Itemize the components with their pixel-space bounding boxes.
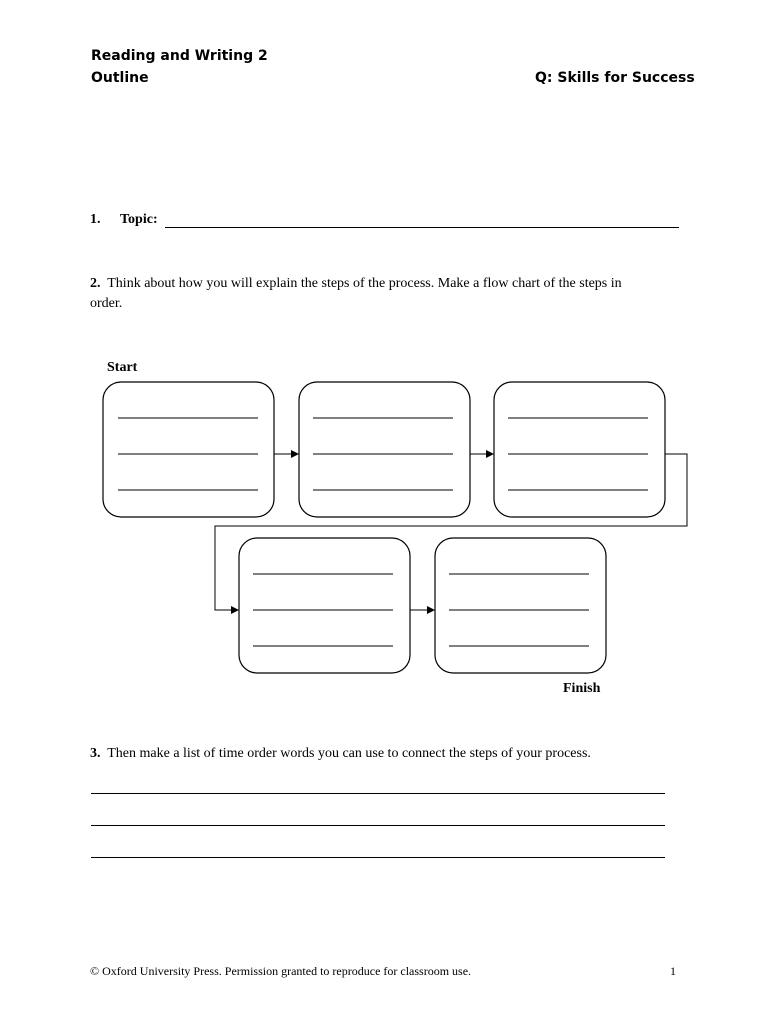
flow-start-label: Start (107, 360, 138, 375)
flow-finish-label: Finish (563, 681, 601, 696)
question-2-text: Think about how you will explain the steps of the process. Make a flow chart of the steps in (107, 276, 622, 291)
course-title: Reading and Writing 2 (91, 48, 268, 64)
footer-copyright: © Oxford University Press. Permission granted to reproduce for classroom use. (90, 964, 472, 978)
flow-box-2 (299, 382, 470, 517)
answer-line-3[interactable] (91, 857, 665, 858)
flow-box-1 (103, 382, 274, 517)
series-title: Q: Skills for Success (535, 70, 695, 86)
question-2-text-cont: order. (90, 296, 123, 311)
topic-label: Topic: (120, 212, 158, 227)
question-3 (90, 746, 591, 762)
answer-line-2[interactable] (91, 825, 665, 826)
flow-box-5 (435, 538, 606, 673)
question-3-number: 3. (90, 746, 101, 761)
answer-line-1[interactable] (91, 793, 665, 794)
document-type: Outline (91, 70, 149, 86)
flow-arrow-3-4 (215, 454, 687, 610)
page-number: 1 (670, 964, 676, 978)
question-3-text: Then make a list of time order words you can use to connect the steps of your process. (107, 746, 591, 761)
question-1-number: 1. (90, 212, 101, 227)
question-2-number: 2. (90, 276, 101, 291)
flow-box-3 (494, 382, 665, 517)
flow-box-4 (239, 538, 410, 673)
